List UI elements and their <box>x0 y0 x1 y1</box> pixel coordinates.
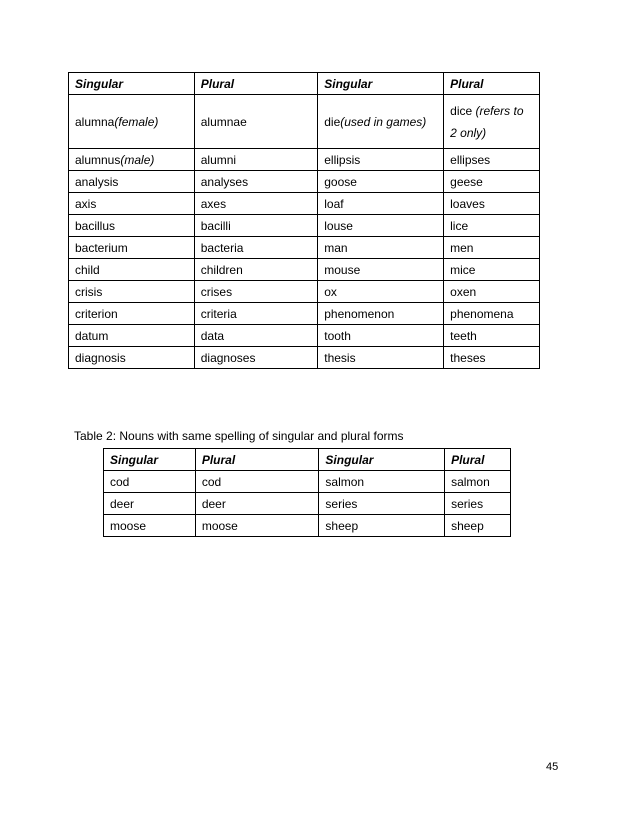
cell-note: (female) <box>114 114 159 129</box>
cell-word: teeth <box>450 328 477 343</box>
cell-word: salmon <box>451 474 490 489</box>
table-cell <box>194 95 318 149</box>
cell-word: men <box>450 240 474 255</box>
cell-word: sheep <box>325 518 359 533</box>
table-cell <box>318 303 444 325</box>
cell-word: tooth <box>324 328 351 343</box>
cell-word: alumnae <box>200 114 247 129</box>
cell-word: bacillus <box>75 218 116 233</box>
table-cell <box>444 325 540 347</box>
table-cell <box>69 149 195 171</box>
cell-word: alumna <box>75 114 115 129</box>
cell-word: series <box>325 496 358 511</box>
table-row <box>69 149 540 171</box>
cell-word: diagnosis <box>75 350 126 365</box>
cell-word: series <box>451 496 484 511</box>
table-cell <box>194 237 318 259</box>
cell-word: louse <box>324 218 353 233</box>
cell-word: crises <box>200 284 233 299</box>
table-cell <box>194 215 318 237</box>
table-cell <box>318 325 444 347</box>
table-row <box>69 237 540 259</box>
cell-word: alumni <box>200 152 237 167</box>
column-header: Singular <box>318 73 444 95</box>
table-row <box>69 303 540 325</box>
cell-word: loaf <box>324 196 344 211</box>
cell-word: dice <box>450 103 476 118</box>
table-row <box>104 515 511 537</box>
cell-note: (used in games) <box>340 114 427 129</box>
cell-word: die <box>324 114 341 129</box>
table-header-row <box>104 449 511 471</box>
table-cell <box>195 471 319 493</box>
cell-word: moose <box>110 518 147 533</box>
table-cell <box>444 303 540 325</box>
table-cell <box>444 193 540 215</box>
cell-word: criteria <box>200 306 237 321</box>
table-cell <box>194 171 318 193</box>
same-spelling-plurals-table <box>103 448 511 537</box>
cell-word: alumnus <box>75 152 121 167</box>
table-cell <box>69 215 195 237</box>
cell-word: children <box>200 262 243 277</box>
page-number: 45 <box>546 761 559 773</box>
table-row <box>69 171 540 193</box>
cell-word: ellipses <box>450 152 491 167</box>
table-cell <box>69 259 195 281</box>
table-cell <box>69 347 195 369</box>
table-cell <box>444 237 540 259</box>
table-cell <box>318 237 444 259</box>
table-cell <box>194 347 318 369</box>
table-row <box>69 281 540 303</box>
cell-word: theses <box>450 350 486 365</box>
table-cell <box>69 325 195 347</box>
cell-word: thesis <box>324 350 356 365</box>
table-cell <box>69 95 195 149</box>
table-cell <box>444 149 540 171</box>
table-cell <box>318 95 444 149</box>
irregular-plurals-table <box>68 72 540 369</box>
table-cell <box>69 237 195 259</box>
cell-word: analyses <box>200 174 249 189</box>
table-cell <box>318 281 444 303</box>
table-row <box>69 215 540 237</box>
column-header: Singular <box>104 449 196 471</box>
table-row <box>104 471 511 493</box>
table-cell <box>444 347 540 369</box>
cell-word: mouse <box>324 262 361 277</box>
table-row <box>104 493 511 515</box>
cell-word: deer <box>110 496 135 511</box>
cell-note: (refers to 2 only) <box>450 103 524 140</box>
cell-word: loaves <box>450 196 485 211</box>
table-cell <box>195 515 319 537</box>
column-header: Plural <box>444 73 540 95</box>
cell-note: (male) <box>120 152 155 167</box>
table-cell <box>319 515 445 537</box>
table-cell <box>194 259 318 281</box>
cell-word: phenomena <box>450 306 514 321</box>
cell-word: diagnoses <box>200 350 256 365</box>
cell-word: salmon <box>325 474 365 489</box>
table-cell <box>194 303 318 325</box>
cell-word: data <box>200 328 225 343</box>
table-cell <box>194 281 318 303</box>
table-cell <box>319 471 445 493</box>
cell-word: mice <box>450 262 476 277</box>
table-row <box>69 325 540 347</box>
table-cell <box>444 259 540 281</box>
column-header: Plural <box>195 449 319 471</box>
table-cell <box>444 215 540 237</box>
cell-word: oxen <box>450 284 477 299</box>
cell-word: goose <box>324 174 357 189</box>
table-cell <box>444 281 540 303</box>
table-cell <box>69 303 195 325</box>
table-cell <box>444 95 540 149</box>
table-cell <box>194 149 318 171</box>
cell-word: crisis <box>75 284 103 299</box>
table-cell <box>195 493 319 515</box>
table-row <box>69 259 540 281</box>
table-2-caption: Table 2: Nouns with same spelling of singular and plural forms <box>74 429 404 443</box>
cell-word: geese <box>450 174 483 189</box>
cell-word: cod <box>201 474 222 489</box>
cell-word: axes <box>200 196 227 211</box>
cell-word: bacilli <box>200 218 231 233</box>
table-cell <box>318 149 444 171</box>
table-cell <box>104 515 196 537</box>
column-header: Plural <box>194 73 318 95</box>
cell-word: man <box>324 240 348 255</box>
table-cell <box>444 171 540 193</box>
table-row <box>69 95 540 149</box>
table-cell <box>69 193 195 215</box>
cell-word: phenomenon <box>324 306 395 321</box>
column-header: Singular <box>319 449 445 471</box>
table-cell <box>69 171 195 193</box>
table-cell <box>104 493 196 515</box>
table-cell <box>318 259 444 281</box>
table-cell <box>445 493 511 515</box>
cell-word: sheep <box>451 518 484 533</box>
table-header-row <box>69 73 540 95</box>
table-cell <box>445 471 511 493</box>
table-cell <box>104 471 196 493</box>
cell-word: child <box>75 262 100 277</box>
cell-word: analysis <box>75 174 119 189</box>
cell-word: moose <box>201 518 238 533</box>
table-cell <box>318 193 444 215</box>
table-cell <box>194 193 318 215</box>
cell-word: datum <box>75 328 109 343</box>
table-cell <box>69 281 195 303</box>
table-cell <box>194 325 318 347</box>
table-row <box>69 347 540 369</box>
cell-word: axis <box>75 196 97 211</box>
column-header: Singular <box>69 73 195 95</box>
cell-word: lice <box>450 218 469 233</box>
cell-word: ox <box>324 284 337 299</box>
cell-word: ellipsis <box>324 152 361 167</box>
table-cell <box>319 493 445 515</box>
column-header: Plural <box>445 449 511 471</box>
table-cell <box>318 171 444 193</box>
cell-word: deer <box>201 496 226 511</box>
cell-word: criterion <box>75 306 118 321</box>
cell-word: bacteria <box>200 240 244 255</box>
table-cell <box>318 347 444 369</box>
cell-word: bacterium <box>75 240 128 255</box>
table-cell <box>445 515 511 537</box>
table-row <box>69 193 540 215</box>
cell-word: cod <box>110 474 130 489</box>
table-cell <box>318 215 444 237</box>
